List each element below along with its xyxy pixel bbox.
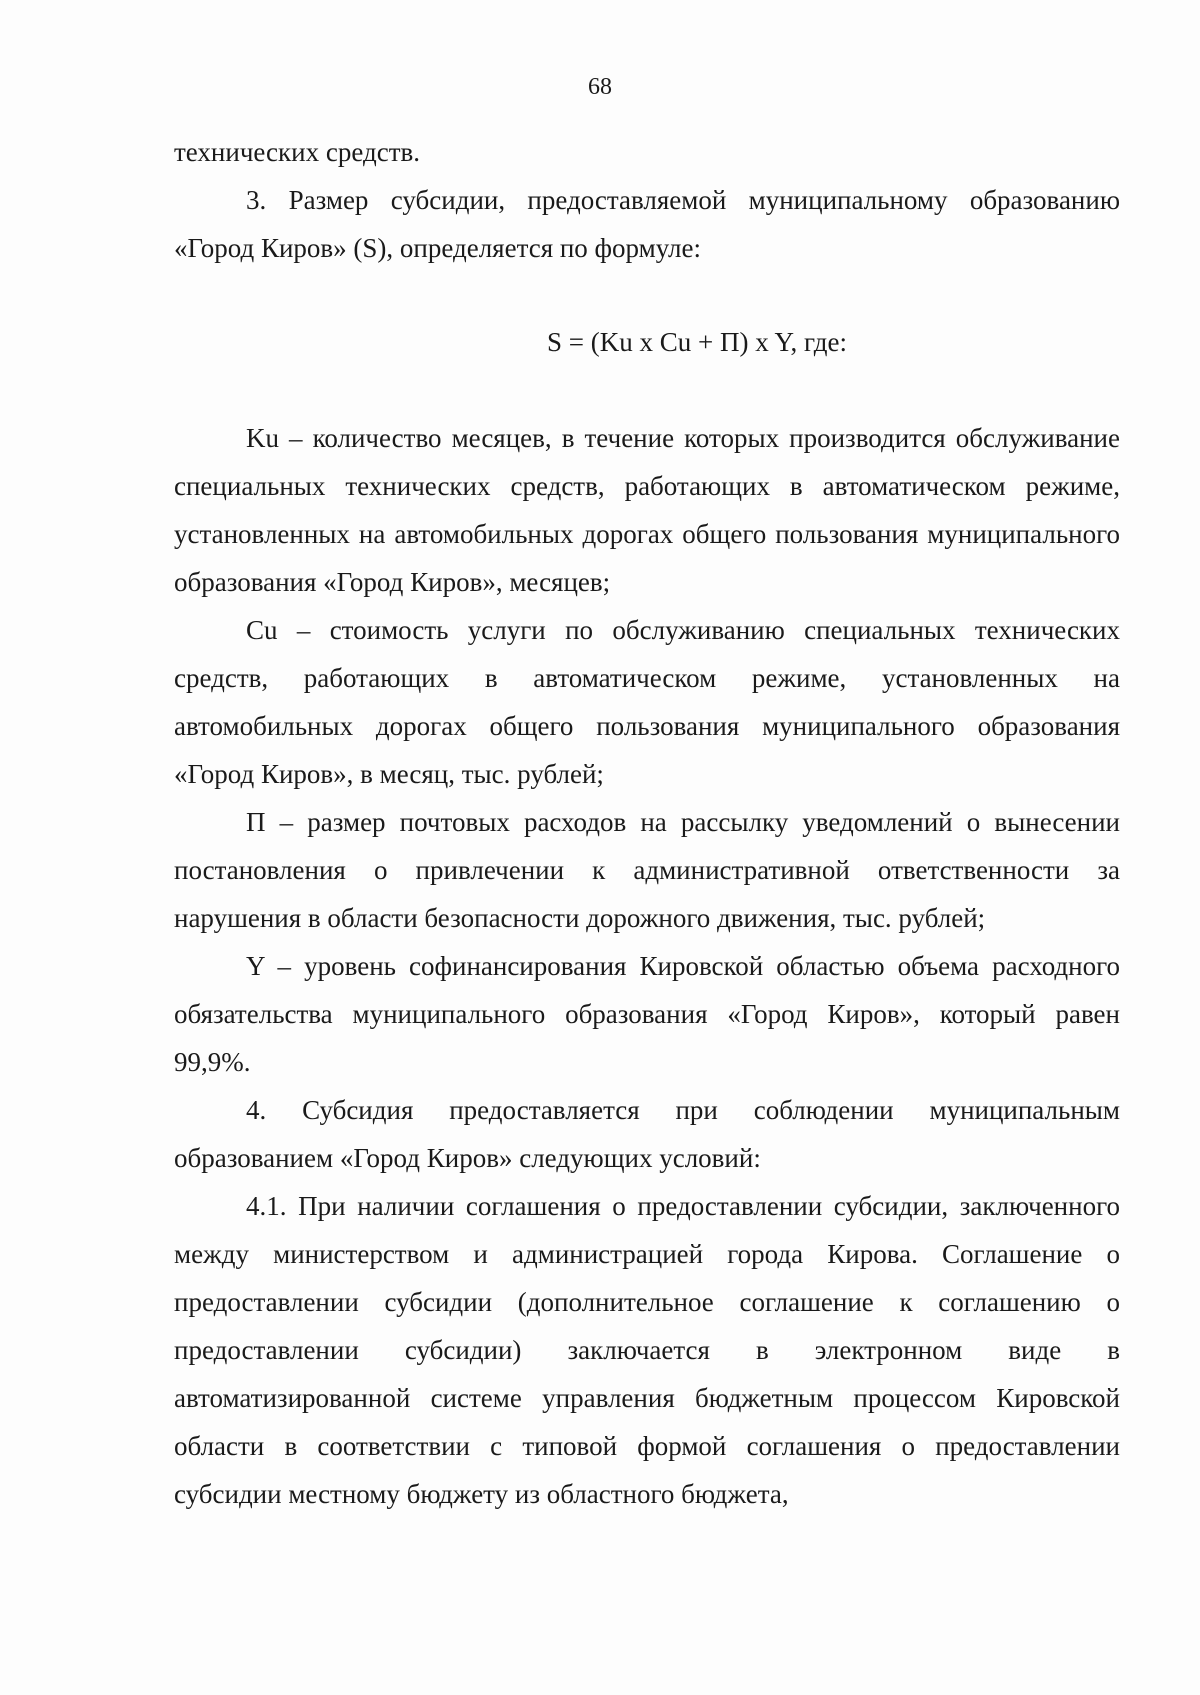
paragraph-p-definition: П – размер почтовых расходов на рассылку уведомлений о вынесении постановления о привлечении к административной ответственности за нарушения в области безопасности дорожного движения, тыс. рублей; (174, 807, 1120, 933)
paragraph-agreement: 4.1. При наличии соглашения о предоставлении субсидии, заключенного между министерством и администрацией города Кирова. Соглашение о предоставлении субсидии (дополнительное соглашение к соглашению о предоставлении субсидии) заключается в электронном виде в автоматизированной системе управления бюджетным процессом Кировской области в соответствии с типовой формой соглашения о предоставлении субсидии местному бюджету из областного бюджета, (174, 1191, 1120, 1509)
paragraph-continuation: технических средств. (174, 137, 420, 167)
paragraph-ku-definition: Ku – количество месяцев, в течение которых производится обслуживание специальных технических средств, работающих в автоматическом режиме, установленных на автомобильных дорогах общего пользования муниципального образования «Город Киров», месяцев; (174, 423, 1120, 597)
document-body (174, 128, 1120, 1518)
paragraph-cu-definition: Cu – стоимость услуги по обслуживанию специальных технических средств, работающих в автоматическом режиме, установленных на автомобильных дорогах общего пользования муниципального образования «Город Киров», в месяц, тыс. рублей; (174, 615, 1120, 789)
paragraph-y-definition: Y – уровень софинансирования Кировской областью объема расходного обязательства муниципального образования «Город Киров», который равен 99,9%. (174, 951, 1120, 1077)
paragraph-subsidy-size: 3. Размер субсидии, предоставляемой муниципальному образованию «Город Киров» (S), определяется по формуле: (174, 185, 1120, 263)
page-number: 68 (588, 74, 612, 100)
paragraph-conditions: 4. Субсидия предоставляется при соблюдении муниципальным образованием «Город Киров» следующих условий: (174, 1095, 1120, 1173)
subsidy-formula: S = (Ku x Cu + П) x Y, где: (547, 327, 847, 357)
